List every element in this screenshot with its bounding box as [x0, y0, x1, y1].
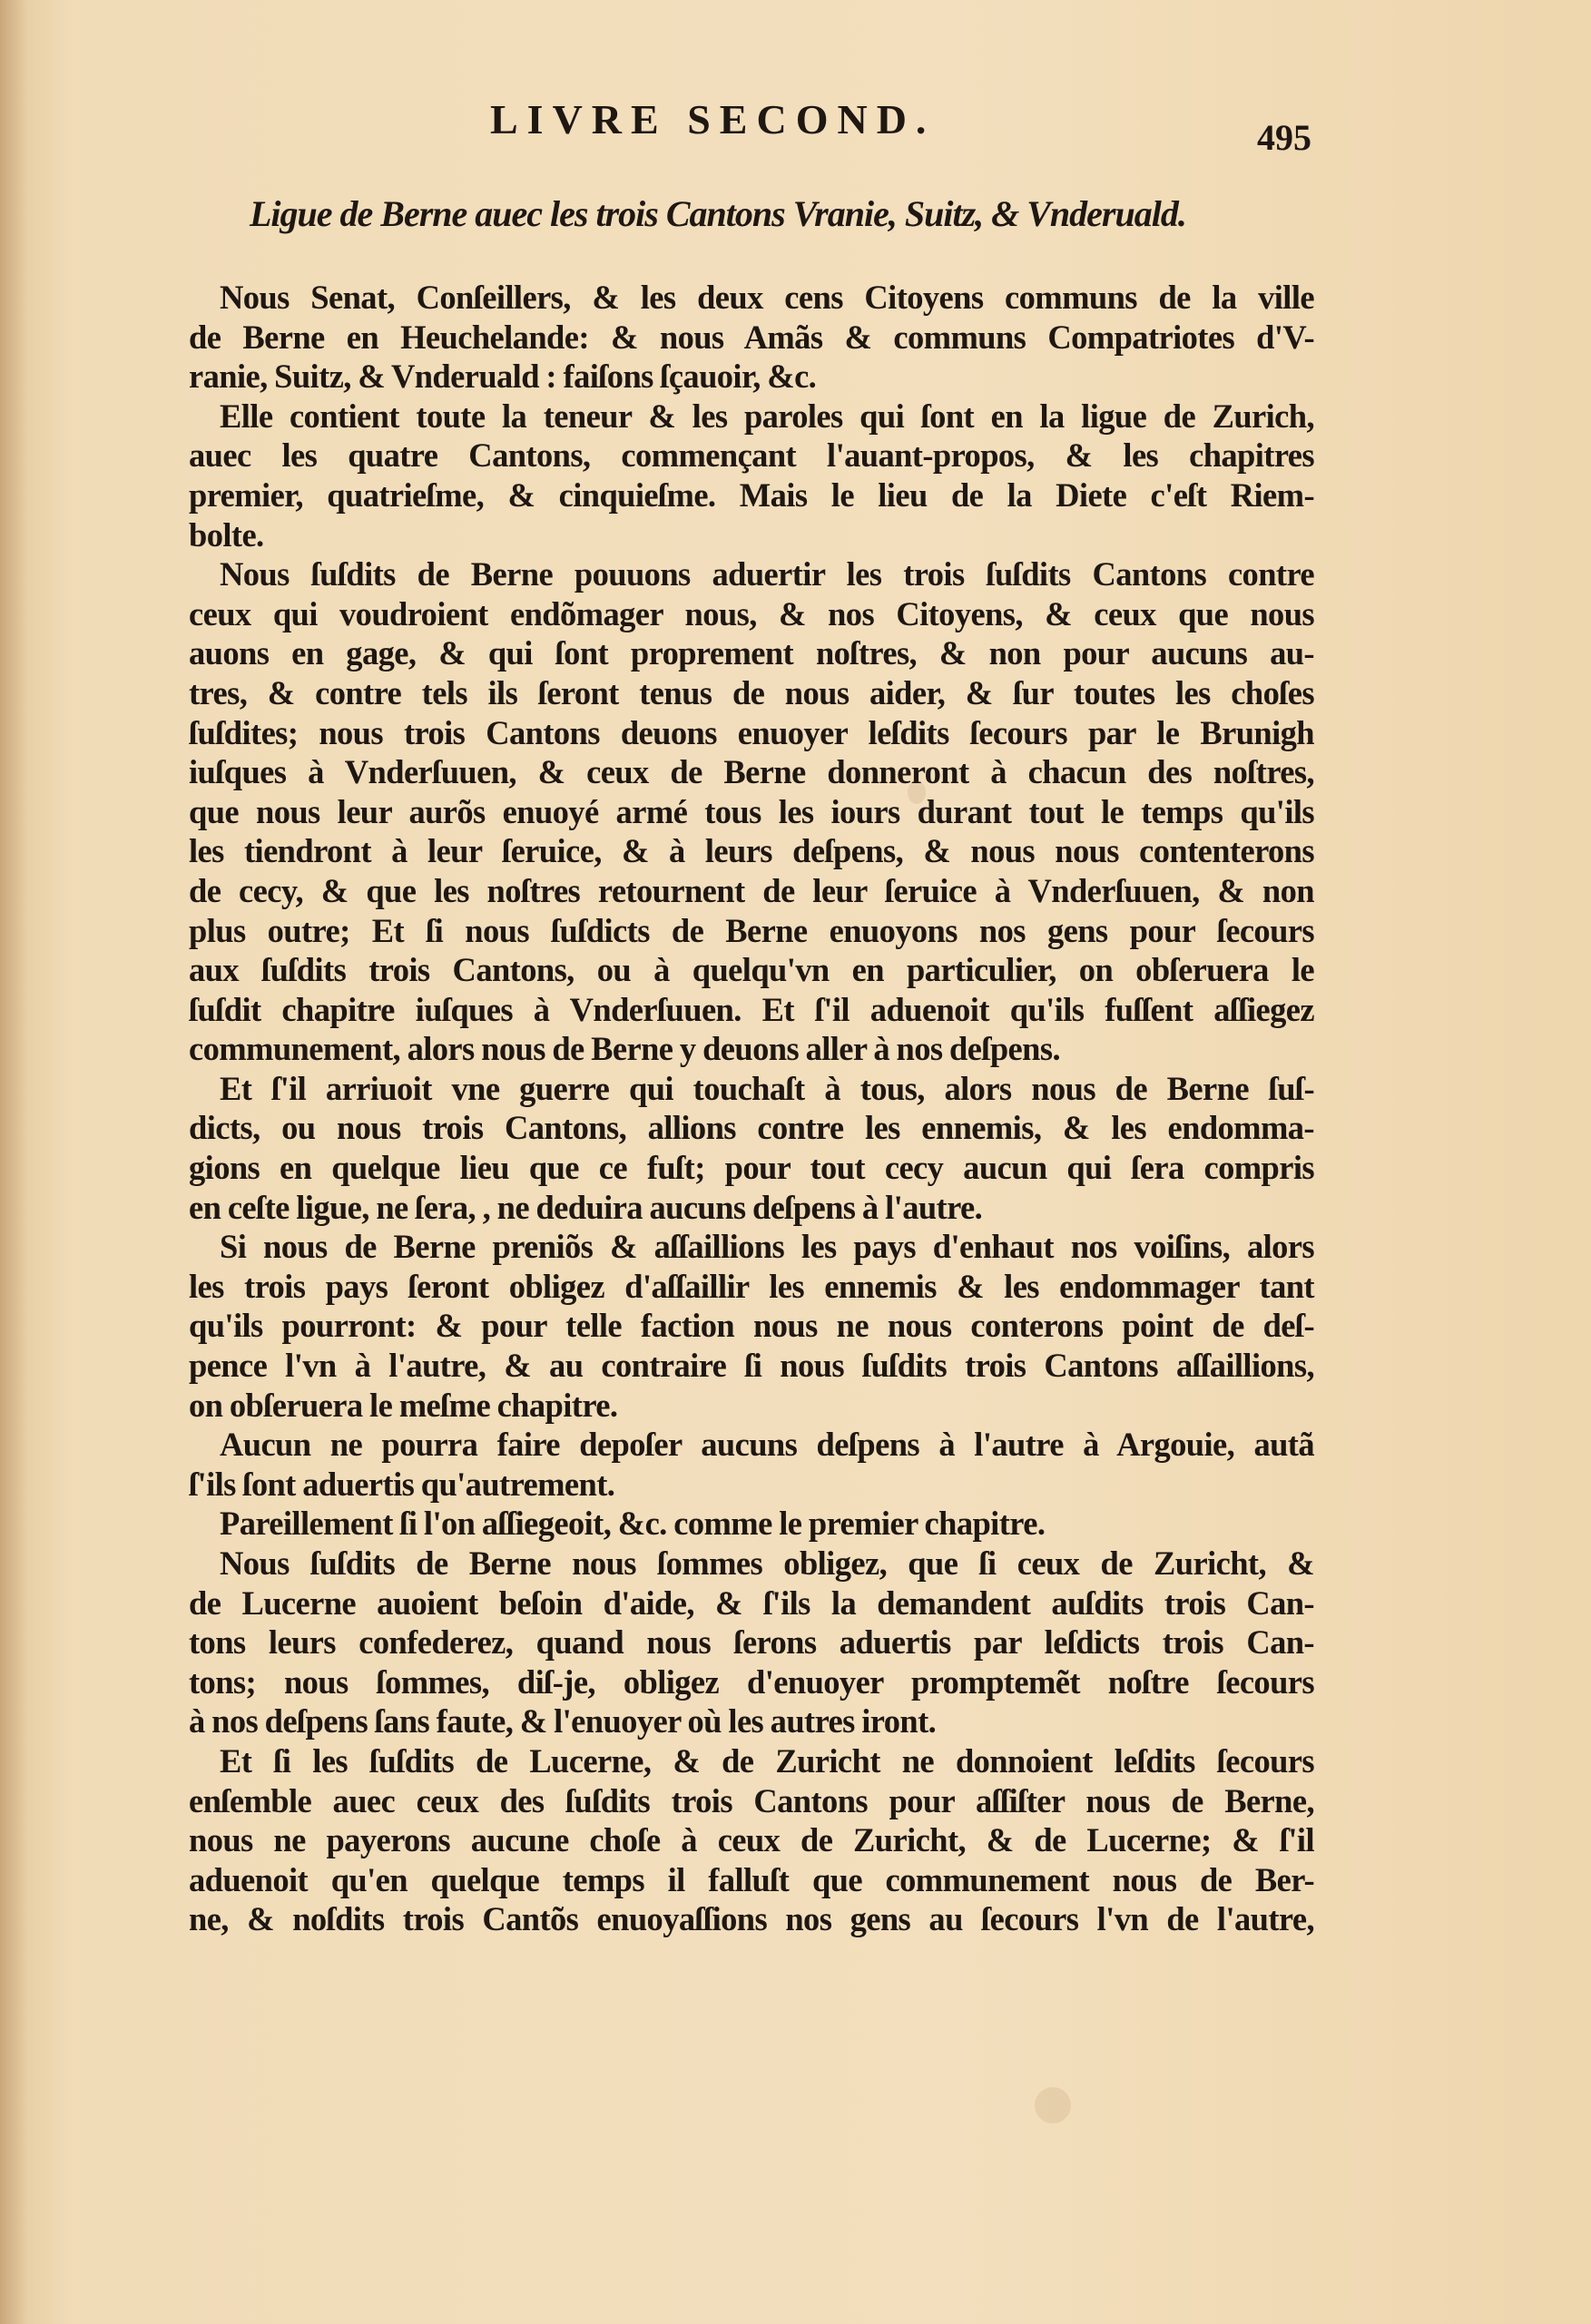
- body-text: [189, 278, 1314, 1939]
- text-line: plus outre; Et ſi nous ſuſdicts de Berne enuoyons nos gens pour ſecours: [189, 911, 1314, 949]
- running-head: LIVRE SECOND.: [490, 96, 936, 142]
- paragraph: [189, 1227, 1314, 1425]
- text-line: auons en gage, & qui ſont proprement noſtres, & non pour aucuns au-: [189, 634, 1314, 672]
- text-line: les trois pays ſeront obligez d'aſſaillir les ennemis & les endommager tant: [189, 1267, 1314, 1305]
- text-line: auec les quatre Cantons, commençant l'auant-propos, & les chapitres: [189, 436, 1314, 475]
- text-line: iuſques à Vnderſuuen, & ceux de Berne donneront à chacun des noſtres,: [189, 753, 1314, 791]
- text-line: aux ſuſdits trois Cantons, ou à quelqu'vn en particulier, on obſeruera le: [189, 951, 1314, 989]
- text-line: de Berne en Heuchelande: & nous Amãs & communs Compatriotes d'V-: [189, 318, 1314, 356]
- text-line: de cecy, & que les noſtres retournent de leur ſeruice à Vnderſuuen, & non: [189, 871, 1314, 909]
- paper-stain: [1035, 2087, 1071, 2123]
- text-line: Si nous de Berne preniõs & aſſaillions les pays d'enhaut nos voiſins, alors: [220, 1228, 1314, 1266]
- text-line: Nous Senat, Conſeillers, & les deux cens Citoyens communs de la ville: [220, 279, 1314, 316]
- text-line: Elle contient toute la teneur & les paroles qui ſont en la ligue de Zurich,: [220, 397, 1314, 435]
- paragraph: [189, 1069, 1314, 1227]
- text-line: enſemble auec ceux des ſuſdits trois Cantons pour aſſiſter nous de Berne,: [189, 1781, 1314, 1819]
- text-line: ranie, Suitz, & Vnderuald : faiſons ſçauoir, &c.: [189, 358, 817, 396]
- paragraph: [189, 278, 1314, 397]
- text-line: que nous leur aurõs enuoyé armé tous les iours durant tout le temps qu'ils: [189, 792, 1314, 830]
- text-line: pence l'vn à l'autre, & au contraire ſi nous ſuſdits trois Cantons aſſaillions,: [189, 1347, 1314, 1385]
- text-line: communement, alors nous de Berne y deuons aller à nos deſpens.: [189, 1030, 1060, 1068]
- text-line: on obſeruera le meſme chapitre.: [189, 1386, 618, 1424]
- text-line: Pareillement ſi l'on aſſiegeoit, &c. comme le premier chapitre.: [220, 1505, 1046, 1543]
- text-line: ſ'ils ſont aduertis qu'autrement.: [189, 1465, 615, 1503]
- text-line: tons leurs confederez, quand nous ſerons aduertis par leſdicts trois Can-: [189, 1623, 1314, 1662]
- text-line: ſuſdit chapitre iuſques à Vnderſuuen. Et ſ'il aduenoit qu'ils fuſſent aſſiegez: [189, 990, 1314, 1028]
- text-line: nous ne payerons aucune choſe à ceux de Zuricht, & de Lucerne; & ſ'il: [189, 1821, 1314, 1859]
- text-line: de Lucerne auoient beſoin d'aide, & ſ'ils la demandent auſdits trois Can-: [189, 1584, 1314, 1622]
- text-line: ſuſdites; nous trois Cantons deuons enuoyer leſdits ſecours par le Brunigh: [189, 713, 1314, 751]
- paragraph: [189, 1425, 1314, 1504]
- text-line: bolte.: [189, 515, 264, 554]
- section-title: Ligue de Berne auec les trois Cantons Vranie, Suitz, & Vnderuald.: [250, 193, 1186, 234]
- paragraph: [189, 1741, 1314, 1939]
- text-line: en ceſte ligue, ne ſera, , ne deduira aucuns deſpens à l'autre.: [189, 1188, 983, 1226]
- text-line: Et ſ'il arriuoit vne guerre qui touchaſt à tous, alors nous de Berne ſuſ-: [220, 1069, 1314, 1107]
- text-line: Et ſi les ſuſdits de Lucerne, & de Zuricht ne donnoient leſdits ſecours: [220, 1741, 1314, 1780]
- text-line: ne, & noſdits trois Cantõs enuoyaſſions nos gens au ſecours l'vn de l'autre,: [189, 1900, 1314, 1938]
- text-line: les tiendront à leur ſeruice, & à leurs deſpens, & nous nous contenterons: [189, 832, 1314, 870]
- paragraph: [189, 1504, 1314, 1544]
- text-line: tons; nous ſommes, diſ-je, obligez d'enuoyer promptemẽt noſtre ſecours: [189, 1662, 1314, 1701]
- text-line: à nos deſpens ſans faute, & l'enuoyer où les autres iront.: [189, 1702, 937, 1741]
- text-line: Aucun ne pourra faire depoſer aucuns deſpens à l'autre à Argouie, autã: [220, 1426, 1314, 1464]
- paragraph: [189, 397, 1314, 554]
- text-line: Nous ſuſdits de Berne pouuons aduertir les trois ſuſdits Cantons contre: [220, 555, 1314, 593]
- text-line: Nous ſuſdits de Berne nous ſommes obligez, que ſi ceux de Zuricht, &: [220, 1544, 1314, 1582]
- text-line: qu'ils pourront: & pour telle faction nous ne nous conterons point de deſ-: [189, 1307, 1314, 1345]
- text-line: aduenoit qu'en quelque temps il falluſt que communement nous de Ber-: [189, 1860, 1314, 1898]
- text-line: tres, & contre tels ils ſeront tenus de nous aider, & ſur toutes les choſes: [189, 673, 1314, 711]
- paragraph: [189, 554, 1314, 1069]
- text-line: gions en quelque lieu que ce fuſt; pour tout cecy aucun qui ſera compris: [189, 1149, 1314, 1187]
- text-line: dicts, ou nous trois Cantons, allions contre les ennemis, & les endomma-: [189, 1109, 1314, 1147]
- text-line: premier, quatrieſme, & cinquieſme. Mais le lieu de la Diete c'eſt Riem-: [189, 476, 1314, 514]
- page-number: 495: [1257, 117, 1311, 158]
- paragraph: [189, 1544, 1314, 1741]
- text-line: ceux qui voudroient endõmager nous, & nos Citoyens, & ceux que nous: [189, 594, 1314, 632]
